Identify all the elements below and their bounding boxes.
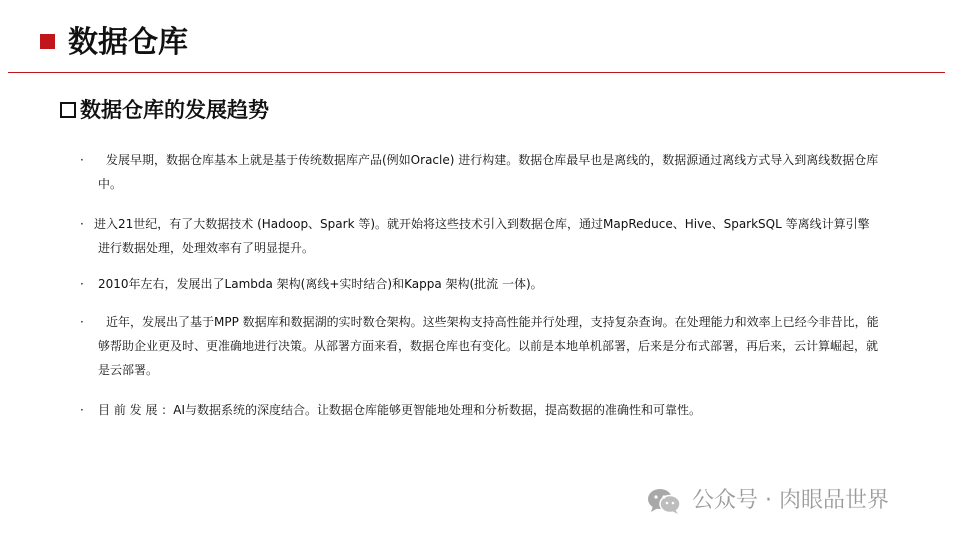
list-item — [80, 272, 880, 296]
bullet-marker: · — [80, 217, 84, 231]
bullet-text: 近年，发展出了基于MPP 数据库和数据湖的实时数仓架构。这些架构支持高性能并行处理，支持复杂查询。在处理能力和效率上已经今非昔比，能够帮助企业更及时、更准确地进行决策。从部署方面来看，数据仓库也有变化。以前是本地单机部署，后来是分布式部署，再后来，云计算崛起，就是云部署。 — [98, 315, 879, 377]
title-marker — [40, 34, 55, 49]
title-divider — [8, 72, 945, 73]
bullet-marker: · — [80, 277, 84, 291]
watermark-text: 公众号 · 肉眼品世界 — [692, 488, 889, 513]
list-item — [80, 212, 880, 260]
page-title: 数据仓库 — [68, 25, 188, 60]
wechat-icon — [646, 487, 682, 515]
bullet-marker: · — [80, 153, 84, 167]
bullet-text: 2010年左右，发展出了Lambda 架构(离线+实时结合)和Kappa 架构(批流 一体)。 — [98, 277, 543, 291]
bullet-text: 发展早期，数据仓库基本上就是基于传统数据库产品(例如Oracle) 进行构建。数据仓库最早也是离线的，数据源通过离线方式导入到离线数据仓库中。 — [98, 153, 879, 191]
section-heading-text: 数据仓库的发展趋势 — [80, 98, 269, 122]
list-item — [80, 310, 880, 382]
section-heading — [60, 96, 269, 124]
list-item — [80, 148, 880, 196]
bullet-marker: · — [80, 403, 84, 417]
bullet-text: 目 前 发 展 ：AI与数据系统的深度结合。让数据仓库能够更智能地处理和分析数据，提高数据的准确性和可靠性。 — [98, 403, 702, 417]
bullet-text: 进入21世纪，有了大数据技术 (Hadoop、Spark 等)。就开始将这些技术引入到数据仓库，通过MapReduce、Hive、SparkSQL 等离线计算引擎进行数据处理，处理效率有了明显提升。 — [94, 217, 870, 255]
empty-square-icon — [60, 102, 76, 118]
bullet-marker: · — [80, 315, 84, 329]
list-item — [80, 398, 880, 422]
watermark — [646, 486, 889, 516]
